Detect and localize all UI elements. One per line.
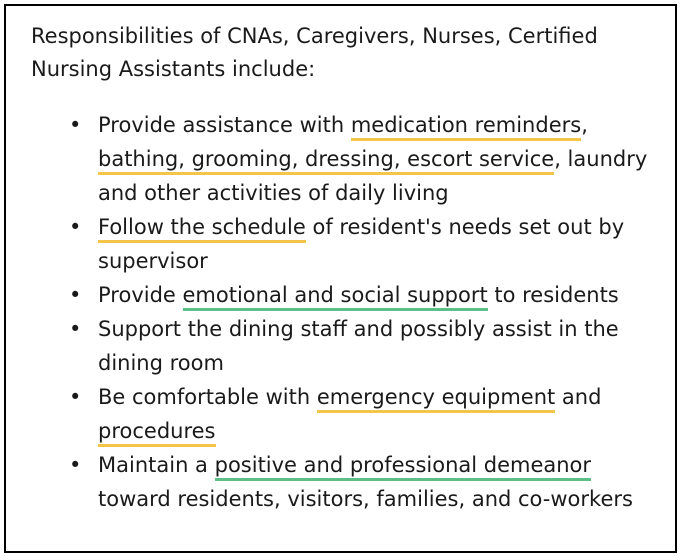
highlight-procedures: procedures: [98, 419, 216, 447]
item-text: toward residents, visitors, families, and co-workers: [98, 487, 633, 511]
item-text: Maintain a: [98, 453, 215, 477]
item-text: and: [555, 385, 602, 409]
item-text: Support the dining staff and possibly assist in the dining room: [98, 317, 619, 375]
item-text: of resident's needs set out by supervisor: [98, 215, 625, 273]
list-item: [6, 108, 658, 210]
intro-text: Responsibilities of CNAs, Caregivers, Nurses, Certified Nursing Assistants include:: [31, 24, 598, 81]
list-item: [6, 210, 658, 278]
item-text: Provide assistance with: [98, 113, 351, 137]
item-text: to residents: [487, 283, 619, 307]
list-item: [6, 278, 658, 312]
highlight-medication-reminders: medication reminders: [351, 113, 581, 141]
highlight-emergency-equipment: emergency equipment: [317, 385, 555, 413]
responsibilities-list: [6, 108, 671, 516]
bullet-icon: •: [69, 113, 82, 137]
item-text: Provide: [98, 283, 183, 307]
bullet-icon: •: [69, 215, 82, 239]
item-text: , laundry and other activities of daily living: [98, 147, 648, 205]
highlight-follow-schedule: Follow the schedule: [98, 215, 306, 243]
list-item: [6, 312, 658, 380]
bullet-icon: •: [69, 283, 82, 307]
highlight-positive-demeanor: positive and professional demeanor: [215, 453, 591, 481]
responsibilities-card: [4, 4, 677, 553]
item-text: ,: [581, 113, 588, 137]
highlight-emotional-support: emotional and social support: [183, 283, 488, 311]
list-item: [6, 380, 658, 448]
bullet-icon: •: [69, 317, 82, 341]
list-item: [6, 448, 658, 516]
item-text: Be comfortable with: [98, 385, 317, 409]
highlight-personal-care: bathing, grooming, dressing, escort service: [98, 147, 554, 175]
bullet-icon: •: [69, 453, 82, 477]
bullet-icon: •: [69, 385, 82, 409]
